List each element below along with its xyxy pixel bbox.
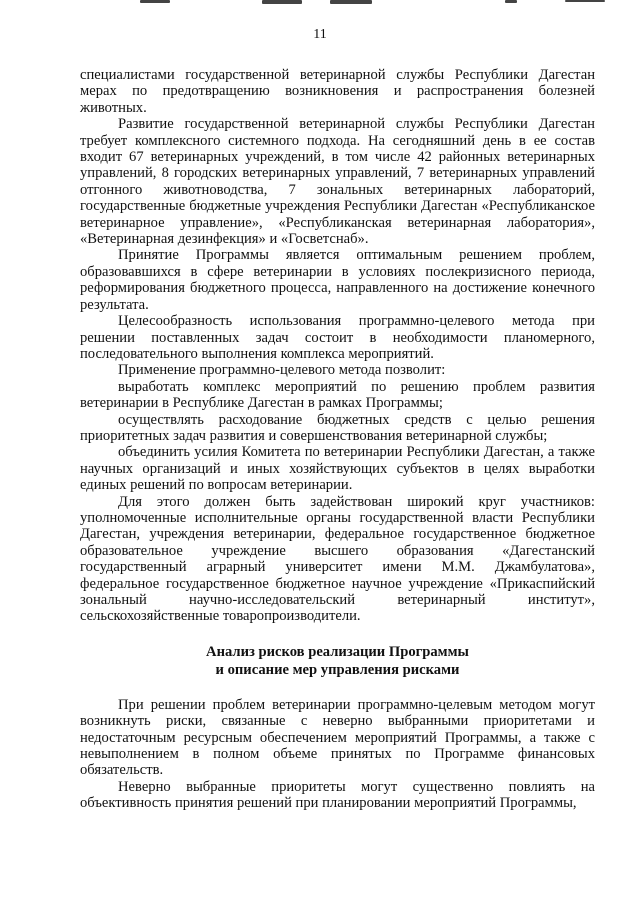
page-number: 11 xyxy=(313,27,327,42)
paragraph: Принятие Программы является оптимальным решением проблем, образовавшихся в сфере ветеринарии в условиях послекризисного периода, реформирования бюджетного процесса, направленного на достижение конечного результата. xyxy=(80,247,595,313)
heading-line: Анализ рисков реализации Программы xyxy=(206,643,469,660)
paragraph: специалистами государственной ветеринарной службы Республики Дагестан мерах по предотвращению возникновения и распространения болезней животных. xyxy=(80,67,595,116)
paragraphs-top xyxy=(80,67,595,625)
paragraph: Для этого должен быть задействован широкий круг участников: уполномоченные исполнительные органы государственной власти Республики Дагестан, учреждения ветеринарии, федеральное государственное бюджетное образовательное учреждение высшего образования «Дагестанский государственный аграрный университет имени М.М. Джамбулатова», федеральное государственное бюджетное научное учреждение «Прикаспийский зональный научно-исследовательский ветеринарный институт», сельскохозяйственные товаропроизводители. xyxy=(80,493,595,625)
list-item: осуществлять расходование бюджетных средств с целью решения приоритетных задач развития и совершенствования ветеринарной службы; xyxy=(80,411,595,444)
paragraphs-bottom xyxy=(80,697,595,812)
list-item: выработать комплекс мероприятий по решению проблем развития ветеринарии в Республике Дагестан в рамках Программы; xyxy=(80,378,595,412)
paragraph: Применение программно-целевого метода позволит: xyxy=(118,362,446,379)
document-body xyxy=(80,67,595,812)
list-item: объединить усилия Комитета по ветеринарии Республики Дагестан, а также научных организаций и иных хозяйствующих субъектов в целях выработки единых решений по вопросам ветеринарии. xyxy=(80,444,595,494)
section-heading xyxy=(80,643,595,679)
scan-artifact-top xyxy=(0,0,640,10)
paragraph: Неверно выбранные приоритеты могут существенно повлиять на объективность принятия решений при планировании мероприятий Программы, xyxy=(80,778,595,812)
paragraph: Развитие государственной ветеринарной службы Республики Дагестан требует комплексного системного подхода. На сегодняшний день в ее состав входит 67 ветеринарных учреждений, в том числе 42 районных ветеринарных управлений, 8 городских ветеринарных управлений, 7 ветеринарных управлений отгонного животноводства, 7 зональных ветеринарных лабораторий, государственные бюджетные учреждения Республики Дагестан «Республиканское ветеринарное управление», «Республиканская ветеринарная лаборатория», «Ветеринарная дезинфекция» и «Госветснаб». xyxy=(80,116,595,248)
heading-line: и описание мер управления рисками xyxy=(215,661,460,678)
paragraph: Целесообразность использования программно-целевого метода при решении поставленных задач состоит в необходимости планомерного, последовательного выполнения комплекса мероприятий. xyxy=(80,313,595,362)
paragraph: При решении проблем ветеринарии программно-целевым методом могут возникнуть риски, связанные с неверно выбранными приоритетами и недостаточным ресурсным обеспечением мероприятий Программы, а также с невыполнением в полном объеме принятых по Программе финансовых обязательств. xyxy=(80,696,595,779)
